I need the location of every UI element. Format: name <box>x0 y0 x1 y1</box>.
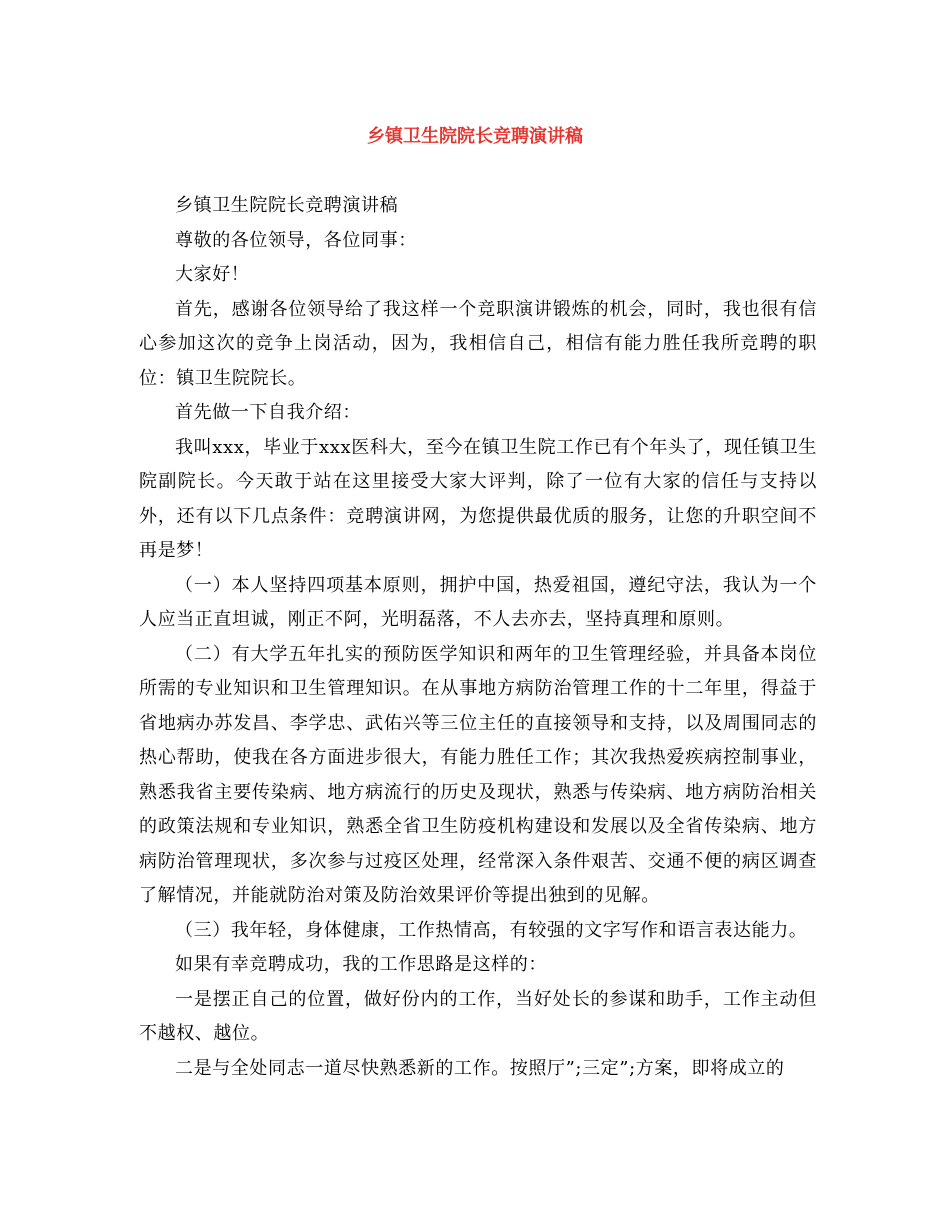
paragraph-point-3: （三）我年轻，身体健康，工作热情高，有较强的文字写作和语言表达能力。 <box>175 919 808 941</box>
document-body <box>139 189 817 1086</box>
paragraph-opening: 首先，感谢各位领导给了我这样一个竞职演讲锻炼的机会，同时，我也很有信心参加这次的竞争上岗活动，因为，我相信自己，相信有能力胜任我所竞聘的职位：镇卫生院院长。 <box>139 298 817 389</box>
paragraph-intro-heading: 首先做一下自我介绍： <box>175 402 361 423</box>
paragraph-self-intro: 我叫xxx，毕业于xxx医科大，至今在镇卫生院工作已有个年头了，现任镇卫生院副院长。今天敢于站在这里接受大家大评判，除了一位有大家的信任与支持以外，还有以下几点条件：竞聘演讲网，为您提供最优质的服务，让您的升职空间不再是梦！ <box>139 436 817 561</box>
paragraph-plan-2: 二是与全处同志一道尽快熟悉新的工作。按照厅”;三定”;方案，即将成立的 <box>175 1057 785 1079</box>
paragraph-greeting: 大家好！ <box>175 264 250 285</box>
paragraph-plan-1: 一是摆正自己的位置，做好份内的工作，当好处长的参谋和助手，工作主动但不越权、越位。 <box>139 988 817 1044</box>
paragraph-subtitle: 乡镇卫生院院长竞聘演讲稿 <box>175 195 399 216</box>
paragraph-point-2: （二）有大学五年扎实的预防医学知识和两年的卫生管理经验，并具备本岗位所需的专业知识和卫生管理知识。在从事地方病防治管理工作的十二年里，得益于省地病办苏发昌、李学忠、武佑兴等三位主任的直接领导和支持，以及周围同志的热心帮助，使我在各方面进步很大，有能力胜任工作；其次我热爱疾病控制事业，熟悉我省主要传染病、地方病流行的历史及现状，熟悉与传染病、地方病防治相关的政策法规和专业知识，熟悉全省卫生防疫机构建设和发展以及全省传染病、地方病防治管理现状，多次参与过疫区处理，经常深入条件艰苦、交通不便的病区调查了解情况，并能就防治对策及防治效果评价等提出独到的见解。 <box>139 643 817 906</box>
paragraph-plan-heading: 如果有幸竞聘成功，我的工作思路是这样的： <box>175 954 547 975</box>
paragraph-salutation: 尊敬的各位领导，各位同事： <box>175 229 417 251</box>
paragraph-point-1: （一）本人坚持四项基本原则，拥护中国，热爱祖国，遵纪守法，我认为一个人应当正直坦诚，刚正不阿，光明磊落，不人去亦去，坚持真理和原则。 <box>139 574 817 630</box>
document-title: 乡镇卫生院院长竞聘演讲稿 <box>367 126 583 147</box>
